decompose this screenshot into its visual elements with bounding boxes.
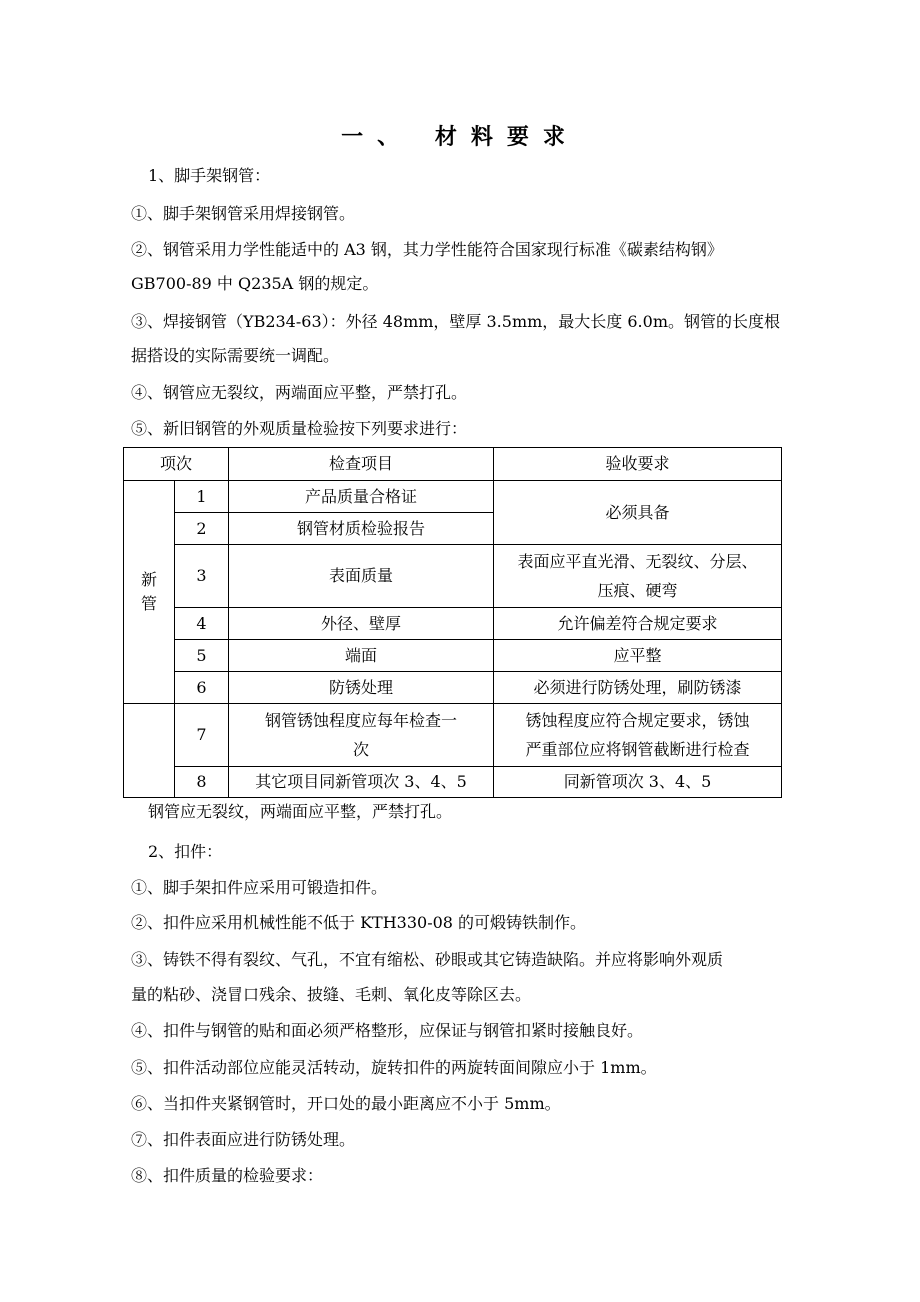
paragraph: 钢管应无裂纹，两端面应平整，严禁打孔。 <box>148 802 453 821</box>
requirement-line: 严重部位应将钢管截断进行检查 <box>525 740 750 759</box>
paragraph: 据搭设的实际需要统一调配。 <box>131 346 340 365</box>
paragraph: ③、焊接钢管（YB234-63）：外径 48mm，壁厚 3.5mm，最大长度 6.0m。钢管的长度根 <box>131 312 780 331</box>
row-number: 8 <box>175 767 229 798</box>
check-item: 外径、壁厚 <box>229 608 494 640</box>
paragraph: ⑧、扣件质量的检验要求： <box>131 1166 324 1185</box>
paragraph: ⑤、新旧钢管的外观质量检验按下列要求进行： <box>131 419 468 438</box>
requirement <box>494 704 782 767</box>
table-row <box>124 481 782 513</box>
paragraph: ②、扣件应采用机械性能不低于 KTH330-08 的可煅铸铁制作。 <box>131 913 587 932</box>
paragraph: ⑤、扣件活动部位应能灵活转动，旋转扣件的两旋转面间隙应小于 1mm。 <box>131 1058 657 1077</box>
paragraph: ④、扣件与钢管的贴和面必须严格整形，应保证与钢管扣紧时接触良好。 <box>131 1021 644 1040</box>
check-item: 端面 <box>229 640 494 672</box>
paragraph: ⑥、当扣件夹紧钢管时，开口处的最小距离应不小于 5mm。 <box>131 1094 561 1113</box>
page-title: 一、 材料要求 <box>341 125 579 150</box>
check-item <box>229 704 494 767</box>
table-header-row <box>124 448 782 481</box>
header-cell: 项次 <box>124 448 229 481</box>
inspection-table <box>123 447 782 798</box>
row-number: 3 <box>175 545 229 608</box>
paragraph: ②、钢管采用力学性能适中的 A3 钢，其力学性能符合国家现行标准《碳素结构钢》 <box>131 240 723 259</box>
group-cell-old-pipe <box>124 704 175 798</box>
row-number: 6 <box>175 672 229 704</box>
table-row <box>124 608 782 640</box>
check-item-line: 次 <box>353 740 370 759</box>
requirement-line: 表面应平直光滑、无裂纹、分层、 <box>517 552 758 571</box>
requirement: 同新管项次 3、4、5 <box>494 767 782 798</box>
check-item: 防锈处理 <box>229 672 494 704</box>
check-item: 表面质量 <box>229 545 494 608</box>
header-cell: 检查项目 <box>229 448 494 481</box>
table-row <box>124 672 782 704</box>
section-1-heading: 1、脚手架钢管： <box>148 166 271 185</box>
row-number: 2 <box>175 513 229 545</box>
table-row <box>124 545 782 608</box>
check-item: 其它项目同新管项次 3、4、5 <box>229 767 494 798</box>
table-row <box>124 767 782 798</box>
row-number: 4 <box>175 608 229 640</box>
check-item-line: 钢管锈蚀程度应每年检查一 <box>265 711 458 730</box>
paragraph: ①、脚手架扣件应采用可锻造扣件。 <box>131 878 388 897</box>
header-cell: 验收要求 <box>494 448 782 481</box>
check-item: 产品质量合格证 <box>229 481 494 513</box>
requirement: 允许偏差符合规定要求 <box>494 608 782 640</box>
paragraph: ①、脚手架钢管采用焊接钢管。 <box>131 204 356 223</box>
row-number: 1 <box>175 481 229 513</box>
paragraph: ⑦、扣件表面应进行防锈处理。 <box>131 1130 356 1149</box>
paragraph: 量的粘砂、浇冒口残余、披缝、毛刺、氧化皮等除区去。 <box>131 985 532 1004</box>
row-number: 7 <box>175 704 229 767</box>
requirement <box>494 545 782 608</box>
requirement: 应平整 <box>494 640 782 672</box>
paragraph: ③、铸铁不得有裂纹、气孔，不宜有缩松、砂眼或其它铸造缺陷。并应将影响外观质 <box>131 950 724 969</box>
requirement: 必须进行防锈处理，刷防锈漆 <box>494 672 782 704</box>
requirement: 必须具备 <box>494 481 782 545</box>
check-item: 钢管材质检验报告 <box>229 513 494 545</box>
section-2-heading: 2、扣件： <box>148 842 223 861</box>
paragraph: ④、钢管应无裂纹，两端面应平整，严禁打孔。 <box>131 383 468 402</box>
table-row <box>124 704 782 767</box>
requirement-line: 压痕、硬弯 <box>597 581 678 600</box>
row-number: 5 <box>175 640 229 672</box>
paragraph: GB700-89 中 Q235A 钢的规定。 <box>131 274 379 293</box>
table-row <box>124 640 782 672</box>
group-cell-new-pipe: 新管 <box>124 481 175 704</box>
requirement-line: 锈蚀程度应符合规定要求，锈蚀 <box>525 711 750 730</box>
